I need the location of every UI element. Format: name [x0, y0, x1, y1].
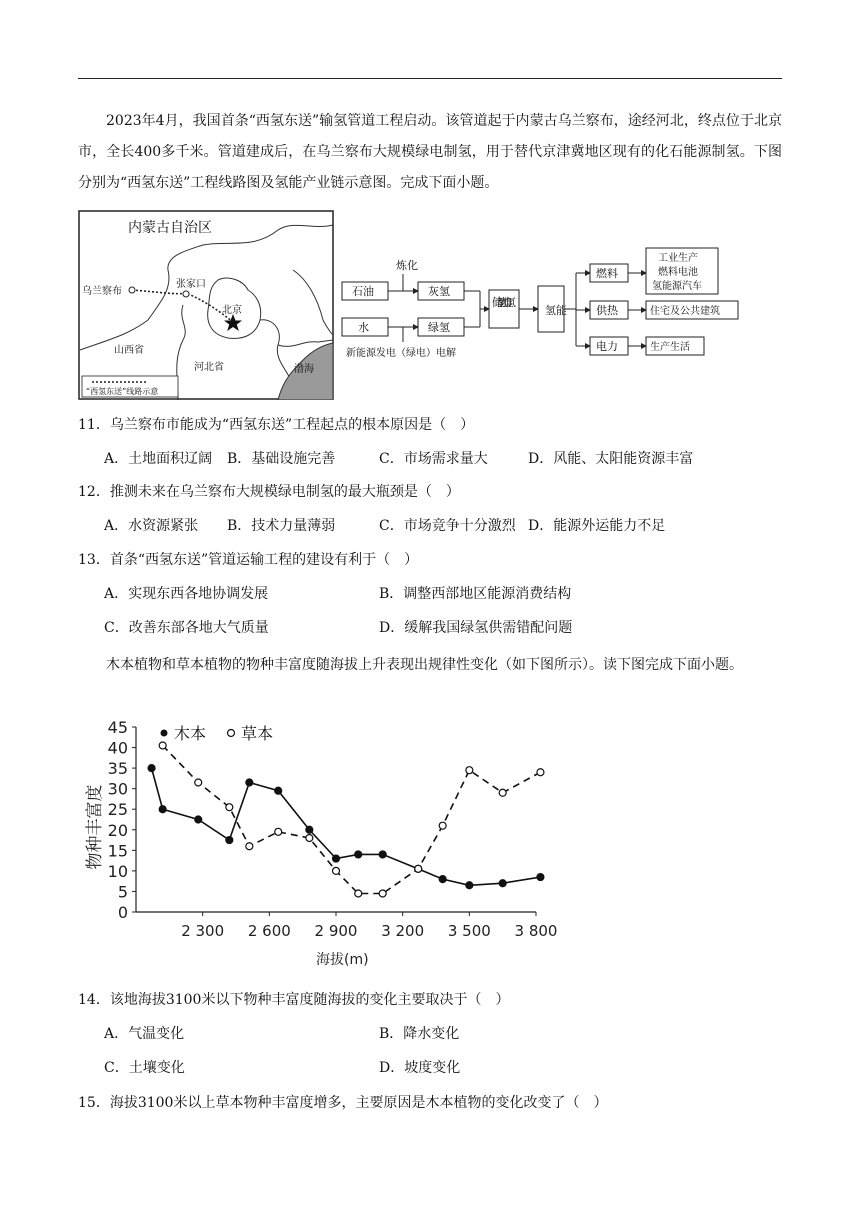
data-point-herb: [306, 835, 313, 842]
species-richness-chart: [80, 712, 560, 972]
y-tick-label: 15: [107, 841, 128, 861]
chain-box-power: 电力: [596, 340, 618, 353]
map-label-inner-mongolia: 内蒙古自治区: [128, 220, 212, 236]
map-label-ulanqab: 乌兰察布: [82, 286, 122, 297]
data-point-herb: [333, 867, 340, 874]
data-point-herb: [499, 789, 506, 796]
question-12-option-d[interactable]: D．能源外运能力不足: [528, 518, 666, 534]
question-15-stem: 15．海拔3100米以上草本物种丰富度增多，主要原因是木本植物的变化改变了（ ）: [78, 1095, 608, 1111]
question-12-option-b[interactable]: B．技术力量薄弱: [227, 518, 336, 534]
chart-ylabel: 物种丰富度: [85, 784, 105, 870]
chain-box-storage: 储氢加氢: [492, 296, 516, 309]
question-14-option-c[interactable]: C．土壤变化: [104, 1060, 185, 1076]
data-point-woody: [379, 851, 386, 858]
data-point-woody: [439, 876, 446, 883]
chart-xlabel: 海拔(m): [316, 952, 369, 968]
data-point-herb: [439, 822, 446, 829]
y-tick-label: 0: [117, 903, 128, 922]
chain-use-industry: 工业生产: [658, 253, 698, 264]
x-tick-label: 3 800: [514, 922, 558, 940]
data-point-woody: [148, 765, 155, 772]
question-13-option-c[interactable]: C．改善东部各地大气质量: [104, 620, 269, 636]
data-point-herb: [415, 865, 422, 872]
y-tick-label: 20: [107, 820, 128, 840]
data-point-herb: [379, 890, 386, 897]
question-11-option-b[interactable]: B．基础设施完善: [227, 451, 336, 467]
data-point-woody: [159, 806, 166, 813]
map-label-shanxi: 山西省: [114, 345, 144, 356]
data-point-woody: [275, 787, 282, 794]
data-point-woody: [333, 855, 340, 862]
question-11-option-c[interactable]: C．市场需求量大: [379, 451, 488, 467]
data-point-herb: [275, 828, 282, 835]
chain-box-hydrogen-energy: 氢能: [545, 304, 567, 317]
data-point-herb: [466, 767, 473, 774]
data-point-woody: [246, 779, 253, 786]
data-point-woody: [306, 826, 313, 833]
legend-marker-woody: [161, 730, 168, 737]
y-tick-label: 5: [117, 882, 128, 902]
chain-label-refine: 炼化: [396, 259, 418, 272]
legend-label-herb: 草本: [241, 724, 274, 743]
map-label-beijing: 北京: [222, 305, 242, 316]
y-tick-label: 35: [107, 759, 128, 779]
data-point-herb: [537, 769, 544, 776]
data-point-herb: [195, 779, 202, 786]
data-point-herb: [355, 890, 362, 897]
x-tick-label: 2 300: [181, 922, 225, 940]
chain-label-green-power: 新能源发电（绿电）电解: [346, 348, 456, 359]
map-label-zhangjiakou: 张家口: [176, 279, 206, 290]
passage-hydrogen: 2023年4月，我国首条“西氢东送”输氢管道工程启动。该管道起于内蒙古乌兰察布，途经河北，终点位于北京市，全长400多千米。管道建成后，在乌兰察布大规模绿电制氢，用于替代京津冀地区现有的化石能源制氢。下图分别为“西氢东送”工程线路图及氢能产业链示意图。完成下面小题。: [78, 113, 782, 191]
question-14-option-b[interactable]: B．降水变化: [379, 1026, 460, 1042]
question-14-option-d[interactable]: D．坡度变化: [379, 1060, 461, 1076]
x-tick-label: 3 200: [381, 922, 425, 940]
chain-box-green-h: 绿氢: [428, 321, 450, 334]
hydrogen-industry-chain-diagram: [340, 246, 760, 366]
question-14-stem: 14．该地海拔3100米以下物种丰富度随海拔的变化主要取决于（ ）: [78, 992, 510, 1008]
x-tick-label: 2 600: [247, 922, 291, 940]
y-tick-label: 30: [107, 779, 128, 799]
chain-box-heating: 供热: [596, 304, 618, 317]
header-rule: [78, 78, 782, 79]
chain-box-gray-h: 灰氢: [428, 285, 450, 298]
y-tick-label: 45: [107, 718, 128, 737]
data-point-herb: [246, 843, 253, 850]
question-13-option-d[interactable]: D．缓解我国绿氢供需错配问题: [379, 620, 573, 636]
data-point-woody: [537, 874, 544, 881]
chain-box-fuel: 燃料: [596, 267, 618, 280]
data-point-herb: [226, 804, 233, 811]
question-11-option-a[interactable]: A．土地面积辽阔: [104, 451, 213, 467]
y-tick-label: 25: [107, 800, 128, 820]
question-12-option-a[interactable]: A．水资源紧张: [104, 518, 199, 534]
pipeline-route-map: [78, 210, 334, 400]
chain-use-hydrogen-car: 氢能源汽车: [652, 281, 702, 292]
question-12-option-c[interactable]: C．市场竞争十分激烈: [379, 518, 516, 534]
question-11-option-d[interactable]: D．风能、太阳能资源丰富: [528, 451, 694, 467]
question-13-option-a[interactable]: A．实现东西各地协调发展: [104, 586, 269, 602]
chain-box-oil: 石油: [352, 285, 374, 298]
y-tick-label: 10: [107, 861, 128, 881]
chain-box-water: 水: [358, 321, 369, 334]
chain-use-life: 生产生活: [650, 342, 690, 353]
x-tick-label: 2 900: [314, 922, 358, 940]
data-point-herb: [159, 742, 166, 749]
question-13-stem: 13．首条“西氢东送”管道运输工程的建设有利于（ ）: [78, 552, 419, 568]
data-point-woody: [226, 837, 233, 844]
series-line-woody: [152, 768, 541, 885]
data-point-woody: [195, 816, 202, 823]
y-tick-label: 40: [107, 738, 128, 758]
question-12-stem: 12．推测未来在乌兰察布大规模绿电制氢的最大瓶颈是（ ）: [78, 484, 460, 500]
question-14-option-a[interactable]: A．气温变化: [104, 1026, 185, 1042]
map-label-hebei: 河北省: [194, 362, 224, 373]
map-legend-label: “西氢东送”线路示意: [86, 387, 159, 396]
map-label-bohai: 渤海: [294, 364, 314, 375]
passage-plant-richness: 木本植物和草本植物的物种丰富度随海拔上升表现出规律性变化（如下图所示）。读下图完成下面小题。: [106, 657, 743, 673]
data-point-woody: [466, 882, 473, 889]
legend-label-woody: 木本: [174, 724, 207, 743]
question-11-stem: 11．乌兰察布市能成为“西氢东送”工程起点的根本原因是（ ）: [78, 417, 475, 433]
chain-use-buildings: 住宅及公共建筑: [650, 306, 720, 317]
data-point-woody: [355, 851, 362, 858]
series-line-herb: [163, 746, 541, 894]
legend-marker-herb: [228, 730, 235, 737]
question-13-option-b[interactable]: B．调整西部地区能源消费结构: [379, 586, 572, 602]
x-tick-label: 3 500: [447, 922, 491, 940]
chain-use-fuel-cell: 燃料电池: [658, 267, 698, 278]
data-point-woody: [499, 880, 506, 887]
